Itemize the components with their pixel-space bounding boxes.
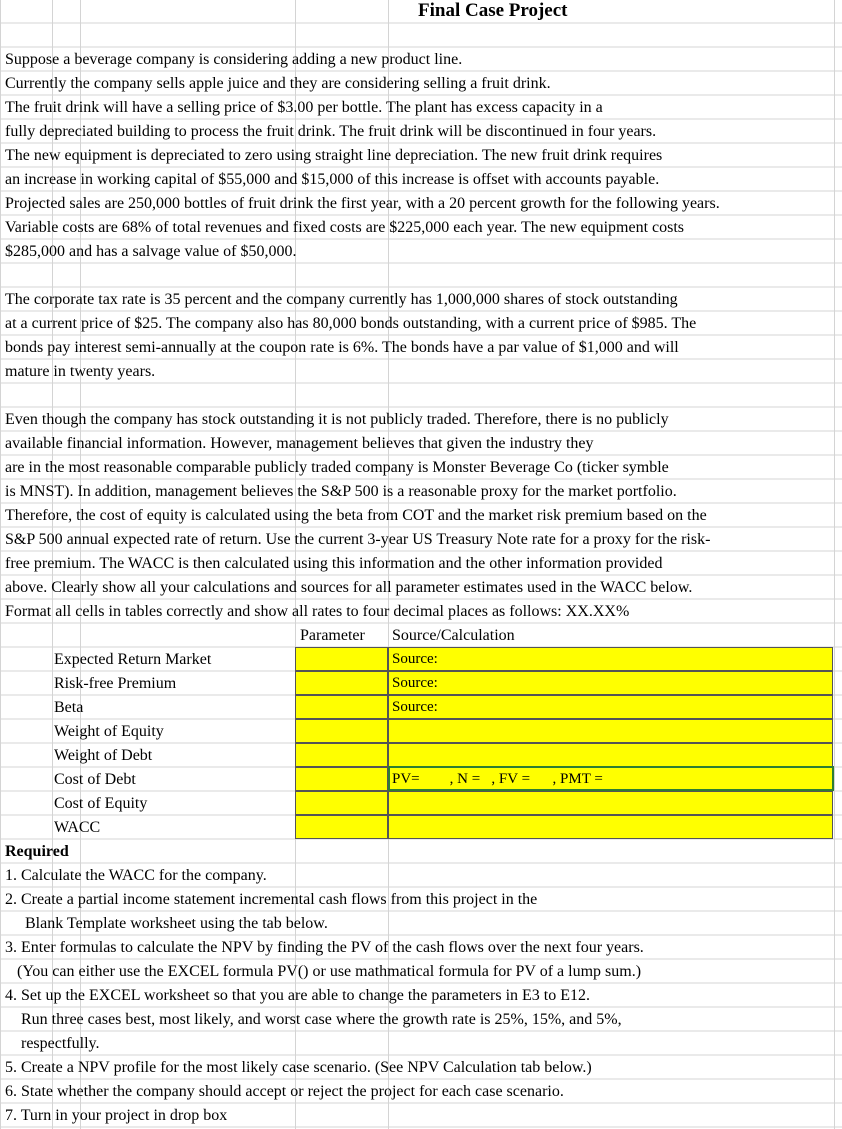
text-line: bonds pay interest semi-annually at the coupon rate is 6%. The bonds have a par value of $1,000 and will xyxy=(5,339,679,356)
required-item: 2. Create a partial income statement incremental cash flows from this project in the xyxy=(5,891,538,908)
required-item: respectfully. xyxy=(5,1035,100,1052)
required-item: 7. Turn in your project in drop box xyxy=(5,1107,228,1124)
text-line: S&P 500 annual expected rate of return. Use the current 3-year US Treasury Note rate for a proxy for the risk- xyxy=(5,531,711,548)
param-label: Weight of Debt xyxy=(54,747,153,764)
source-cell[interactable] xyxy=(388,671,833,695)
source-cell-selected[interactable] xyxy=(388,766,834,791)
required-item: 4. Set up the EXCEL worksheet so that you are able to change the parameters in E3 to E12. xyxy=(5,987,591,1004)
source-cell[interactable] xyxy=(388,647,833,671)
text-line: at a current price of $25. The company also has 80,000 bonds outstanding, with a current price of $985. The xyxy=(5,315,697,332)
param-value-cell[interactable] xyxy=(295,647,388,671)
param-label: Risk-free Premium xyxy=(54,675,177,692)
param-value-cell[interactable] xyxy=(295,815,388,839)
param-label: Weight of Equity xyxy=(54,723,164,740)
text-line: is MNST). In addition, management believes the S&P 500 is a reasonable proxy for the market portfolio. xyxy=(5,483,677,500)
required-item: 3. Enter formulas to calculate the NPV by finding the PV of the cash flows over the next four years. xyxy=(5,939,644,956)
param-label: Cost of Equity xyxy=(54,795,148,812)
source-cell[interactable] xyxy=(388,791,833,815)
text-line: mature in twenty years. xyxy=(5,363,156,380)
text-line: The new equipment is depreciated to zero using straight line depreciation. The new fruit drink requires xyxy=(5,147,663,164)
param-value-cell[interactable] xyxy=(295,719,388,743)
required-item: 5. Create a NPV profile for the most likely case scenario. (See NPV Calculation tab below.) xyxy=(5,1059,592,1076)
page-title: Final Case Project xyxy=(418,0,568,21)
param-value-cell[interactable] xyxy=(295,695,388,719)
param-value-cell[interactable] xyxy=(295,767,388,791)
source-cell[interactable] xyxy=(388,815,833,839)
text-line: Suppose a beverage company is considering adding a new product line. xyxy=(5,51,463,68)
source-cell[interactable] xyxy=(388,719,833,743)
source-cell[interactable] xyxy=(388,743,833,767)
param-label: Expected Return Market xyxy=(54,651,212,668)
text-line: Therefore, the cost of equity is calculated using the beta from COT and the market risk premium based on the xyxy=(5,507,707,524)
text-line: Format all cells in tables correctly and show all rates to four decimal places as follows: XX.XX% xyxy=(5,603,630,620)
param-label: Cost of Debt xyxy=(54,771,136,788)
required-item: Run three cases best, most likely, and worst case where the growth rate is 25%, 15%, and 5%, xyxy=(5,1011,622,1028)
text-line: are in the most reasonable comparable publicly traded company is Monster Beverage Co (ticker symble xyxy=(5,459,669,476)
text-line: $285,000 and has a salvage value of $50,000. xyxy=(5,243,297,260)
text-line: Currently the company sells apple juice and they are considering selling a fruit drink. xyxy=(5,75,551,92)
text-line: The corporate tax rate is 35 percent and the company currently has 1,000,000 shares of stock outstanding xyxy=(5,291,678,308)
param-value-cell[interactable] xyxy=(295,791,388,815)
text-line: Projected sales are 250,000 bottles of fruit drink the first year, with a 20 percent growth for the following years. xyxy=(5,195,720,212)
text-line: fully depreciated building to process the fruit drink. The fruit drink will be discontinued in four years. xyxy=(5,123,657,140)
source-text: Source: xyxy=(392,675,438,691)
text-line: The fruit drink will have a selling price of $3.00 per bottle. The plant has excess capacity in a xyxy=(5,99,603,116)
text-line: Even though the company has stock outstanding it is not publicly traded. Therefore, there is no publicly xyxy=(5,411,669,428)
source-text: Source: xyxy=(392,651,438,667)
param-label: WACC xyxy=(54,819,101,836)
header-source: Source/Calculation xyxy=(392,627,515,644)
required-item: 6. State whether the company should accept or reject the project for each case scenario. xyxy=(5,1083,564,1100)
source-text: PV= , N = , FV = , PMT = xyxy=(392,771,603,787)
header-parameter: Parameter xyxy=(300,627,365,644)
param-value-cell[interactable] xyxy=(295,743,388,767)
text-line: Variable costs are 68% of total revenues and fixed costs are $225,000 each year. The new equipment costs xyxy=(5,219,685,236)
param-value-cell[interactable] xyxy=(295,671,388,695)
required-item: Blank Template worksheet using the tab below. xyxy=(5,915,328,932)
param-label: Beta xyxy=(54,699,84,716)
source-cell[interactable] xyxy=(388,695,833,719)
required-heading: Required xyxy=(5,843,69,860)
text-line: an increase in working capital of $55,000 and $15,000 of this increase is offset with accounts payable. xyxy=(5,171,660,188)
text-line: above. Clearly show all your calculations and sources for all parameter estimates used in the WACC below. xyxy=(5,579,693,596)
source-text: Source: xyxy=(392,699,438,715)
required-item: 1. Calculate the WACC for the company. xyxy=(5,867,267,884)
text-line: available financial information. However, management believes that given the industry they xyxy=(5,435,594,452)
text-line: free premium. The WACC is then calculated using this information and the other information provided xyxy=(5,555,663,572)
required-item: (You can either use the EXCEL formula PV() or use mathmatical formula for PV of a lump sum.) xyxy=(5,963,642,980)
